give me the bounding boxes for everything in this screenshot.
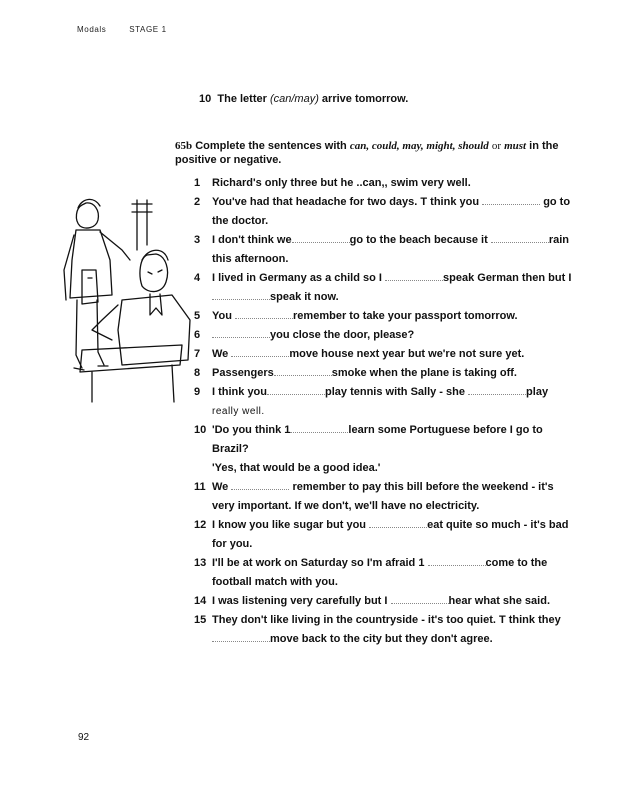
answer-blank[interactable] [491,233,549,243]
list-item: 13 I'll be at work on Saturday so I'm afraid 1 come to the football match with you. [194,557,548,588]
list-item: 9 I think you play tennis with Sally - she play really well. [194,386,549,417]
answer-blank[interactable] [290,423,348,433]
answer-blank[interactable] [212,632,270,642]
exercise-items [194,174,576,649]
list-item: 3 I don't think we go to the beach because it rain this afternoon. [194,234,570,265]
exercise-heading [175,139,575,167]
header-stage: STAGE 1 [129,25,167,34]
list-item: 5 You remember to take your passport tomorrow. [194,310,518,322]
item-choice: (can/may) [269,93,319,105]
answer-blank[interactable] [369,518,427,528]
exercise-modal-last: must [504,140,527,152]
answer-blank[interactable] [292,233,350,243]
list-item: 1 Richard's only three but he ..can,, swim very well. [194,177,471,189]
list-item: 11 We remember to pay this bill before the weekend - it's very important. If we don't, we'll have no electricity. [194,481,554,512]
answer-blank[interactable] [212,328,270,338]
exercise-tail: in the positive or negative. [175,140,559,166]
answer-blank[interactable] [231,480,289,490]
answer-blank[interactable] [385,271,443,281]
list-item: 7 We move house next year but we're not sure yet. [194,348,525,360]
list-item: 4 I lived in Germany as a child so I speak German then but I speak it now. [194,272,572,303]
exercise-intro: Complete the sentences with [195,140,347,152]
answer-blank[interactable] [274,366,332,376]
answer-blank[interactable] [267,385,325,395]
answer-blank[interactable] [391,594,449,604]
answer-blank[interactable] [482,195,540,205]
answer-blank[interactable] [235,309,293,319]
illustration [52,190,192,405]
item-number: 10 [199,93,212,105]
exercise-modals: can, could, may, might, should [349,140,489,152]
answer-blank[interactable] [212,290,270,300]
list-item: 8 Passengers smoke when the plane is taking off. [194,367,517,379]
header-section: Modals [77,25,107,34]
answer-blank[interactable] [468,385,526,395]
answer-blank[interactable] [231,347,289,357]
list-item: 15 They don't like living in the countryside - it's too quiet. T think they move back to the city but they don't agree. [194,614,561,645]
previous-item [199,93,408,105]
list-item: 12 I know you like sugar but you eat quite so much - it's bad for you. [194,519,569,550]
item-text: arrive tomorrow. [321,93,409,105]
list-item: 14 I was listening very carefully but I hear what she said. [194,595,550,607]
list-item: 6 you close the door, please? [194,329,415,341]
page-number: 92 [78,732,90,743]
running-header [77,25,187,34]
answer-blank[interactable] [428,556,486,566]
list-item: 2 You've had that headache for two days. T think you go to the doctor. [194,196,571,227]
list-item: 10 'Do you think 1 learn some Portuguese before I go to Brazil? 'Yes, that would be a good idea.' [194,424,543,474]
exercise-or: or [491,140,502,152]
exercise-number: 65b [175,140,193,152]
item-text: The letter [217,93,267,105]
